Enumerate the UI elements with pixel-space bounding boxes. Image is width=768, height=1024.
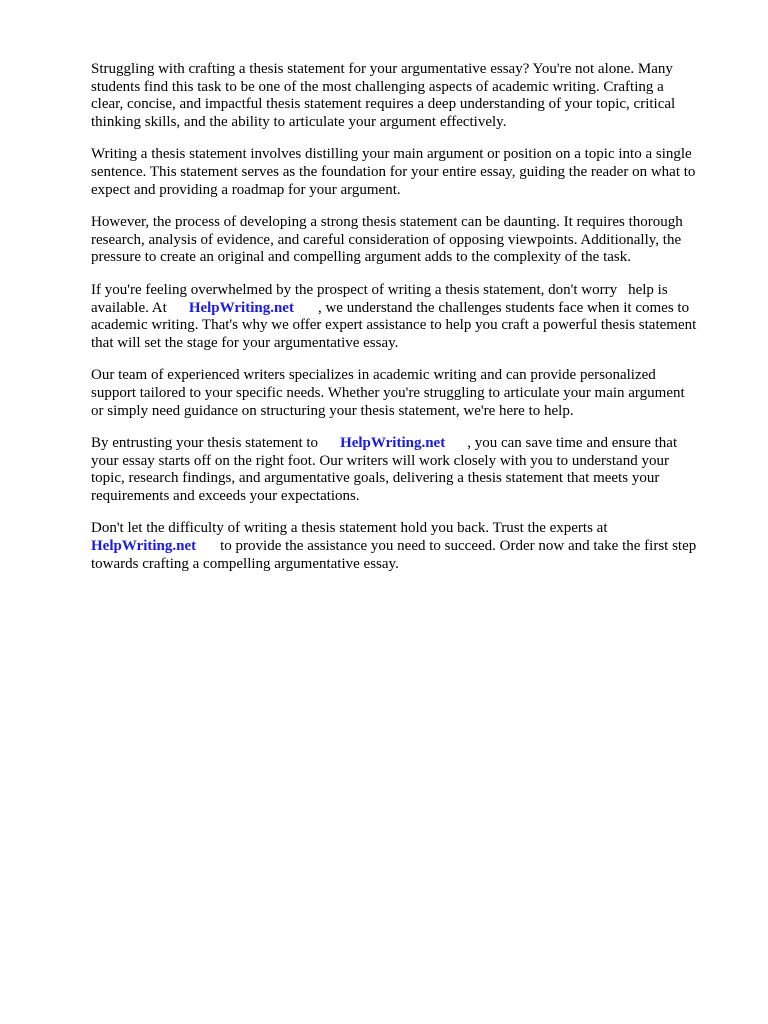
- text-segment: to provide the assistance you need to succeed. Order now and take the first step: [220, 538, 697, 555]
- paragraph-definition: [91, 146, 731, 199]
- paragraph-entrust: [91, 435, 731, 505]
- paragraph-closing: [91, 520, 731, 573]
- paragraph-challenges: [91, 214, 731, 267]
- text-line: sentence. This statement serves as the foundation for your entire essay, guiding the reader on what to: [91, 163, 696, 180]
- text-line: [91, 538, 731, 556]
- text-line: requirements and exceeds your expectations.: [91, 487, 360, 504]
- text-line: support tailored to your specific needs. Whether you're struggling to articulate your main argument: [91, 384, 685, 401]
- text-line: However, the process of developing a strong thesis statement can be daunting. It requires thorough: [91, 214, 683, 231]
- text-line: expect and providing a roadmap for your argument.: [91, 181, 401, 198]
- helpwriting-link[interactable]: HelpWriting.net: [91, 538, 197, 555]
- text-line: academic writing. That's why we offer expert assistance to help you craft a powerful thesis statement: [91, 317, 697, 334]
- text-line: [91, 282, 731, 300]
- paragraph-intro: [91, 61, 731, 131]
- paragraph-offer: [91, 282, 731, 352]
- text-line: students find this task to be one of the most challenging aspects of academic writing. Crafting a: [91, 78, 664, 95]
- helpwriting-link[interactable]: HelpWriting.net: [188, 299, 294, 316]
- text-line: clear, concise, and impactful thesis statement requires a deep understanding of your topic, critical: [91, 96, 676, 113]
- text-segment: By entrusting your thesis statement to: [91, 435, 319, 452]
- text-segment: , you can save time and ensure that: [467, 435, 678, 452]
- text-line: your essay starts off on the right foot. Our writers will work closely with you to understand your: [91, 452, 669, 469]
- document-page: [91, 61, 731, 588]
- text-segment: help is: [628, 281, 668, 298]
- text-line: Don't let the difficulty of writing a thesis statement hold you back. Trust the experts at: [91, 520, 608, 537]
- text-segment: , we understand the challenges students face when it comes to: [317, 299, 690, 316]
- text-line: pressure to create an original and compelling argument adds to the complexity of the task.: [91, 249, 631, 266]
- text-line: research, analysis of evidence, and careful consideration of opposing viewpoints. Additionally, the: [91, 231, 682, 248]
- text-line: Writing a thesis statement involves distilling your main argument or position on a topic into a single: [91, 146, 692, 163]
- text-line: thinking skills, and the ability to articulate your argument effectively.: [91, 113, 507, 130]
- text-line: or simply need guidance on structuring your thesis statement, we're here to help.: [91, 402, 574, 419]
- text-line: Our team of experienced writers specializes in academic writing and can provide personalized: [91, 367, 656, 384]
- paragraph-team: [91, 367, 731, 420]
- text-line: that will set the stage for your argumentative essay.: [91, 334, 399, 351]
- text-line: towards crafting a compelling argumentative essay.: [91, 555, 399, 572]
- text-segment: available. At: [91, 299, 167, 316]
- helpwriting-link[interactable]: HelpWriting.net: [340, 435, 446, 452]
- text-line: Struggling with crafting a thesis statement for your argumentative essay? You're not alone. Many: [91, 61, 673, 77]
- text-segment: If you're feeling overwhelmed by the prospect of writing a thesis statement, don't worry: [91, 281, 618, 298]
- text-line: topic, research findings, and argumentative goals, delivering a thesis statement that meets your: [91, 470, 660, 487]
- text-line: [91, 300, 731, 318]
- text-line: [91, 435, 731, 453]
